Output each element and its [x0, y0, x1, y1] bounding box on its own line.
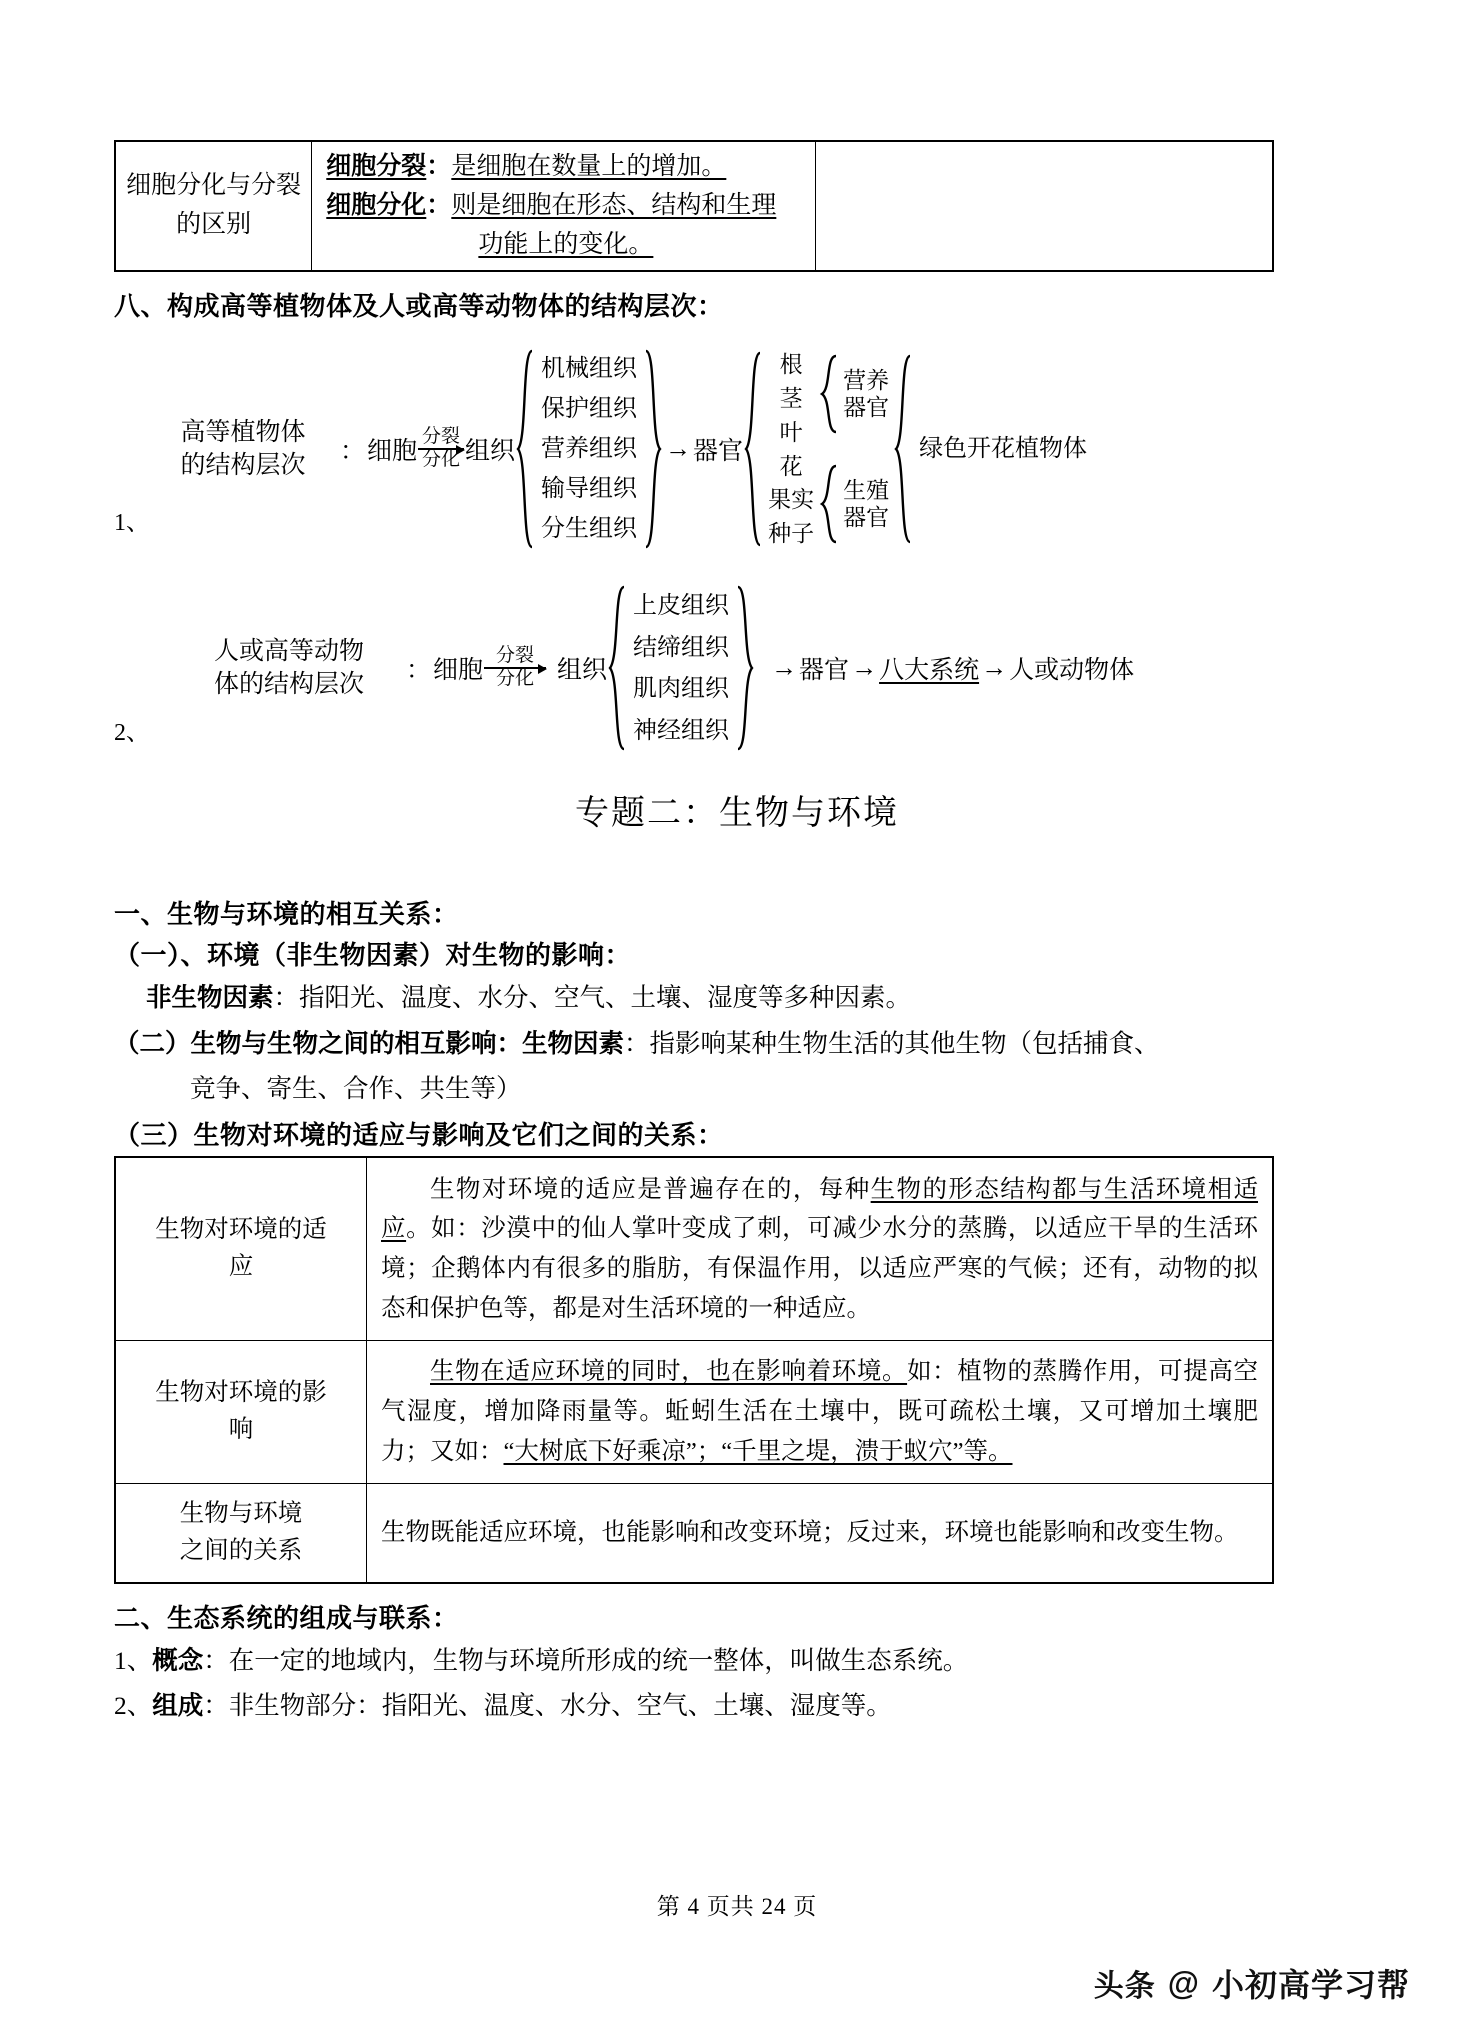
organ-part: 种子 [768, 521, 815, 547]
section-env-heading: 一、生物与环境的相互关系： [114, 900, 459, 930]
tissue-item: 保护组织 [541, 396, 638, 423]
animal-label-line2: 体的结构层次 [213, 671, 364, 699]
abiotic-factor-paragraph [146, 979, 1474, 1017]
definition-text-3: 功能上的变化。 [478, 230, 654, 258]
table-row-body [312, 141, 816, 271]
nutritive-line1: 营养 [843, 367, 890, 393]
term-cell-division: 细胞分裂 [326, 153, 427, 180]
biotic-heading: （二）生物与生物之间的相互影响： [114, 1028, 523, 1058]
reproductive-organ-label [839, 477, 893, 532]
eco-concept-text: ：在一定的地域内，生物与环境所形成的统一整体，叫做生态系统。 [203, 1646, 969, 1675]
arrow-icon: → [851, 653, 878, 683]
animal-result-word: 人或动物体 [1009, 657, 1135, 685]
abiotic-factor-term: 非生物因素 [146, 983, 274, 1013]
arrow-bottom-label: 分化 [422, 449, 461, 471]
watermark [1094, 1960, 1410, 2006]
env-subsection-1: （一）、环境（非生物因素）对生物的影响： [114, 941, 632, 971]
value-part-underlined: 生物在适应环境的同时，也在影响着环境。 [430, 1358, 908, 1386]
biotic-factor-continuation: 竞争、寄生、合作、共生等） [190, 1073, 522, 1103]
right-brace-icon [735, 585, 755, 751]
key-line1: 生物对环境的适 [155, 1216, 327, 1244]
organ-part: 叶 [779, 419, 803, 445]
biotic-factor-text: ：指影响某种生物生活的其他生物（包括捕食、 [624, 1028, 1160, 1058]
animal-row-index: 2、 [114, 720, 150, 747]
env-subsection-2 [114, 1025, 1474, 1063]
table-row-value [367, 1157, 1274, 1341]
table-row [115, 141, 1273, 271]
eco-concept-term: 概念 [152, 1646, 204, 1675]
value-part: 。如：沙漠中的仙人掌叶变成了刺，可减少水分的蒸腾，以适应干旱的生活环境；企鹅体内有很多的脂肪，有保温作用，以适应严寒的气候；还有，动物的拟态和保护色等，都是对生活环境的一种适应。 [381, 1215, 1259, 1322]
plant-colon: ： [340, 438, 366, 466]
eco-composition-term: 组成 [152, 1691, 204, 1721]
plant-organ-group [743, 351, 819, 547]
table-row-key [115, 1157, 367, 1341]
table-row [115, 1484, 1273, 1584]
plant-organ-category-group [819, 354, 893, 544]
key-line2: 响 [228, 1416, 254, 1443]
table-row [115, 1341, 1273, 1484]
arrow-icon: → [981, 653, 1008, 683]
plant-organ-parts [763, 348, 819, 550]
tissue-item: 机械组织 [541, 356, 638, 383]
animal-tissue-word: 组织 [557, 657, 608, 685]
table-empty-cell [816, 141, 1273, 271]
definition-text-2: 则是细胞在形态、结构和生理 [451, 191, 777, 219]
animal-colon: ： [406, 657, 432, 685]
plant-division-arrow [418, 427, 464, 471]
to-organ-arrow-icon: → [665, 434, 692, 464]
cell-division-differentiation-table [114, 140, 1274, 272]
table-row-value [367, 1484, 1274, 1584]
left-brace-icon [607, 585, 627, 751]
arrow-top-label: 分裂 [422, 426, 461, 448]
value-part-underlined: “大树底下好乘凉”；“千里之堤，溃于蚁穴”等。 [503, 1437, 1013, 1465]
right-brace-icon [643, 349, 663, 549]
adaptation-influence-table [114, 1156, 1274, 1584]
plant-row-label [148, 416, 338, 484]
eco-concept-paragraph [114, 1642, 1474, 1680]
page-footer [0, 1888, 1474, 1921]
plant-row-index: 1、 [114, 510, 150, 537]
animal-row-label [174, 635, 404, 703]
plant-organ-word: 器官 [693, 438, 744, 466]
term-separator-2: ： [426, 191, 452, 219]
structure-level-diagram [114, 349, 1274, 751]
watermark-text: 小初高学习帮 [1211, 1967, 1410, 2003]
key-line2: 应 [228, 1253, 254, 1280]
definition-line-1 [326, 148, 805, 187]
eco-composition-paragraph [114, 1687, 1474, 1725]
table-row-label [115, 141, 312, 271]
page-number-text: 第 4 页共 24 页 [656, 1894, 818, 1919]
animal-system-word: 八大系统 [879, 657, 980, 685]
left-brace-icon [743, 351, 763, 547]
value-part-underlined: 生物的形态结构都与生活环境相适应 [381, 1175, 1259, 1243]
animal-label-line1: 人或高等动物 [213, 637, 364, 665]
plant-label-line1: 高等植物体 [180, 418, 306, 446]
row-label-text: 细胞分化与分裂的区别 [126, 172, 302, 239]
table-row-key [115, 1484, 367, 1584]
plant-result [913, 429, 1093, 469]
eco-item-number: 1、 [114, 1646, 153, 1675]
value-part: 生物既能适应环境，也能影响和改变环境；反过来，环境也能影响和改变生物。 [381, 1519, 1239, 1547]
arrow-top-label: 分裂 [496, 645, 535, 667]
table-row [115, 1157, 1273, 1341]
left-brace-icon [819, 354, 839, 434]
animal-tissue-items [627, 583, 735, 753]
left-brace-icon [819, 464, 839, 544]
biotic-factor-term: 生物因素 [522, 1028, 625, 1058]
tissue-item: 上皮组织 [633, 593, 730, 619]
animal-tissue-group [607, 585, 755, 751]
definition-line-3 [326, 226, 805, 265]
nutritive-organ-group [819, 354, 893, 434]
arrow-glyph-icon [484, 667, 546, 669]
repro-line1: 生殖 [843, 477, 890, 503]
definition-text: 是细胞在数量上的增加。 [451, 153, 727, 180]
abiotic-factor-text: ：指阳光、温度、水分、空气、土壤、湿度等多种因素。 [273, 983, 912, 1013]
organ-part: 根 [779, 352, 803, 378]
plant-structure-row [114, 349, 1274, 549]
plant-tissue-word: 组织 [465, 438, 516, 466]
value-part: 生物对环境的适应是普遍存在的，每种 [430, 1175, 871, 1203]
nutritive-line2: 器官 [843, 395, 890, 421]
plant-cell-word: 细胞 [367, 438, 418, 466]
table-row-key [115, 1341, 367, 1484]
watermark-badge: 头条 [1093, 1970, 1156, 2003]
organ-part: 果实 [768, 487, 815, 513]
term-cell-differentiation: 细胞分化 [326, 191, 427, 219]
section-eco-heading: 二、生态系统的组成与联系： [114, 1604, 459, 1633]
tissue-item: 输导组织 [541, 476, 638, 503]
repro-line2: 器官 [843, 505, 890, 531]
key-line2: 之间的关系 [179, 1537, 303, 1564]
animal-structure-row [114, 585, 1274, 751]
tissue-item: 神经组织 [633, 717, 730, 744]
nutritive-organ-label [839, 367, 893, 422]
tissue-item: 结缔组织 [633, 634, 730, 661]
tissue-item: 营养组织 [541, 436, 638, 463]
left-brace-icon [893, 354, 913, 544]
key-line1: 生物与环境 [179, 1500, 303, 1528]
value-part: 如：植物的蒸腾作用，可提高空气湿度，增加降雨量等。蚯蚓生活在土壤中，既可疏松土壤，又可增加土壤肥力；又如： [381, 1358, 1258, 1465]
term-separator: ： [426, 153, 452, 180]
eco-composition-text: ：非生物部分：指阳光、温度、水分、空气、土壤、湿度等。 [203, 1691, 892, 1721]
tissue-item: 肌肉组织 [633, 676, 730, 702]
plant-tissue-group [515, 349, 663, 549]
plant-result-text: 绿色开花植物体 [919, 436, 1088, 463]
plant-label-line2: 的结构层次 [180, 452, 306, 480]
definition-line-2 [326, 187, 805, 226]
watermark-separator: @ [1167, 1964, 1200, 2001]
table-row-value [367, 1341, 1274, 1484]
section-8-heading: 八、构成高等植物体及人或高等动物体的结构层次： [114, 292, 724, 322]
animal-tail-chain [755, 650, 1134, 686]
eco-item-number: 2、 [114, 1691, 153, 1721]
arrow-glyph-icon [418, 448, 464, 450]
arrow-icon: → [771, 653, 798, 683]
arrow-bottom-label: 分化 [496, 668, 535, 690]
tissue-item: 分生组织 [541, 516, 638, 543]
animal-division-arrow [484, 646, 546, 690]
key-line1: 生物对环境的影 [155, 1379, 327, 1407]
left-brace-icon [515, 349, 535, 549]
plant-result-group [893, 354, 1093, 544]
reproductive-organ-group [819, 464, 893, 544]
topic-title: 专题二：生物与环境 [575, 795, 899, 833]
plant-tissue-items [535, 347, 643, 551]
animal-organ-word: 器官 [799, 657, 850, 685]
env-subsection-3: （三）生物对环境的适应与影响及它们之间的关系： [114, 1121, 724, 1150]
organ-part: 花 [779, 453, 803, 479]
organ-part: 茎 [779, 386, 803, 412]
animal-cell-word: 细胞 [433, 657, 484, 685]
